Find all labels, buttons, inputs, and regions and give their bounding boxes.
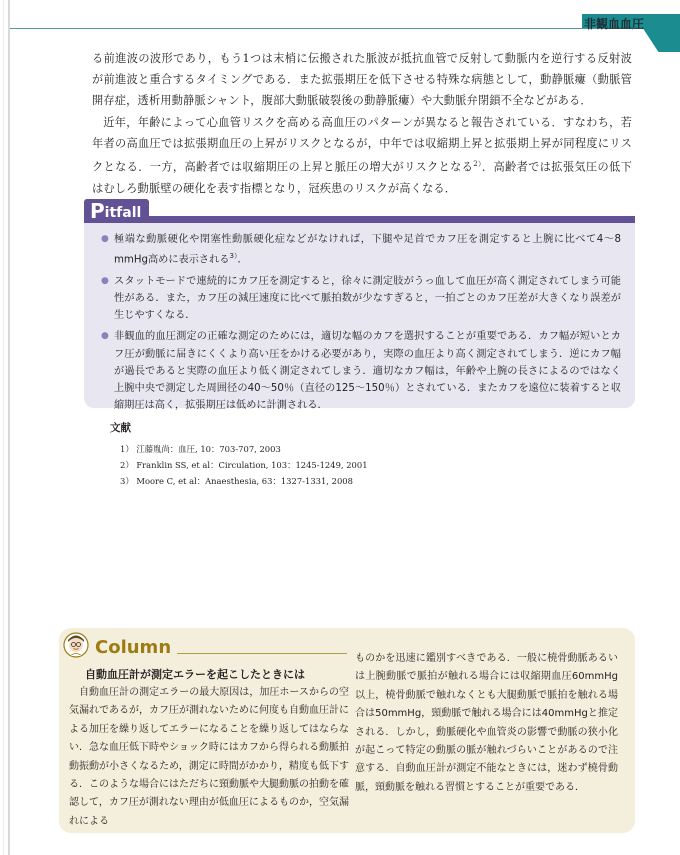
bullet-icon: ● [101,275,109,286]
bullet-icon: ● [101,234,109,244]
pitfall-header-bar [132,216,635,223]
pitfall-logo: Pitfall [84,199,149,223]
paragraph: 近年，年齢によって心血管リスクを高める高血圧のパターンが異なると報告されている．すなわち，若年者の高血圧では拡張期血圧の上昇がリスクとなるが，中年では収縮期上昇と拡張期上昇が同程度にリスクとなる．一方，高齢者では収縮期圧の上昇と脈圧の増大がリスクとなる$^{2)}$．高齢者では拡張気圧の低下はむしろ動脈壁の硬化を表す指標となり，冠疾患のリスクが高くなる． [92,115,632,195]
reference-item: 1） 江藤胤尚：血圧, 10：703-707, 2003 [120,444,281,454]
column-left [69,666,349,831]
references-heading: 文献 [110,422,131,434]
references [110,420,368,489]
column-subtitle: 自動血圧計が測定エラーを起こしたときには [85,668,305,681]
header-rule [10,28,680,29]
pitfall-box [84,197,635,412]
column-right [355,650,618,797]
doctor-avatar-icon [63,632,89,660]
reference-item: 3） Moore C, et al：Anaesthesia, 63：1327-1331, 2008 [120,476,353,486]
section-title: 非観血血圧 [584,17,645,31]
pitfall-item: ● スタットモードで連続的にカフ圧を測定すると，徐々に測定肢がうっ血して血圧が高く測定されてしまう可能性がある．また，カフ圧の減圧速度に比べて脈拍数が少なすぎると，一拍ごとのカフ圧差が大きくなり誤差が生じやすくなる． [114,273,621,325]
column-title-rule [177,653,347,654]
column-text: 自動血圧計の測定エラーの最大原因は，加圧ホースからの空気漏れであるが，カフ圧が測れないために何度も自動血圧計による加圧を繰り返してエラーになることを繰り返してはならない．急な血圧低下時やショック時にはカフから得られる動脈拍動振動が小さくなるため，測定に時間がかかり，精度も低下する．このような場合にはただちに頸動脈や大腿動脈の拍動を確認して，カフ圧が測れない理由が低血圧によるものか，空気漏れによる [69,687,349,827]
pitfall-item: ● 非観血的血圧測定の正確な測定のためには，適切な幅のカフを選択することが重要である．カフ幅が短いとカフ圧が動脈に届きにくくより高い圧をかける必要があり，実際の血圧より高く測定されてしまう．逆にカフ幅が過長であると実際の血圧より低く測定されてしまう．適切なカフ幅は，年齢や上腕の長さによるのではなく上腕中央で測定した周囲径の40〜50％（直径の125〜150％）とされている．またカフを遠位に装着すると収縮期圧は高く，拡張期圧は低めに計測される． [114,328,621,414]
column-text: ものかを迅速に鑑別すべきである．一般に橈骨動脈あるいは上腕動脈で脈拍が触れる場合には収縮期血圧60mmHg以上，橈骨動脈で触れなくとも大腿動脈で脈拍を触れる場合は50mmHg，頸動脈で触れる場合には40mmHgと推定される．しかし，動脈硬化や血管炎の影響で動脈の狭小化が起こって特定の動脈の脈が触れづらいことがあるので注意する．自動血圧計が測定不能なときには，迷わず橈骨動脈，頸動脈を触れる習慣とすることが重要である． [355,653,618,793]
page-edge-line [8,0,10,855]
page-edge-line [3,0,4,855]
citation: 2） [473,160,482,169]
column-logo: Column [95,637,172,658]
reference-item: 2） Franklin SS, et al：Circulation, 103：1245-1249, 2001 [120,460,368,470]
body-text [92,48,632,199]
pitfall-item: ● 極端な動脈硬化や閉塞性動脈硬化症などがなければ，下腿や足首でカフ圧を測定すると上腕に比べて4〜8 mmHg高めに表示される$^{3)}$． [114,231,621,269]
column-box [59,628,635,833]
paragraph: る前進波の波形であり，もう1つは末梢に伝搬された脈波が抵抗血管で反射して動脈内を逆行する反射波が前進波と重合するタイミングである．また拡張期圧を低下させる特殊な病態として，動静脈瘻（動脈管開存症，透析用動静脈シャント，腹部大動脈破裂後の動静脈瘻）や大動脈弁閉鎖不全などがある． [92,52,632,108]
bullet-icon: ● [101,331,109,342]
citation: 3） [229,252,238,261]
pitfall-content [84,223,635,412]
